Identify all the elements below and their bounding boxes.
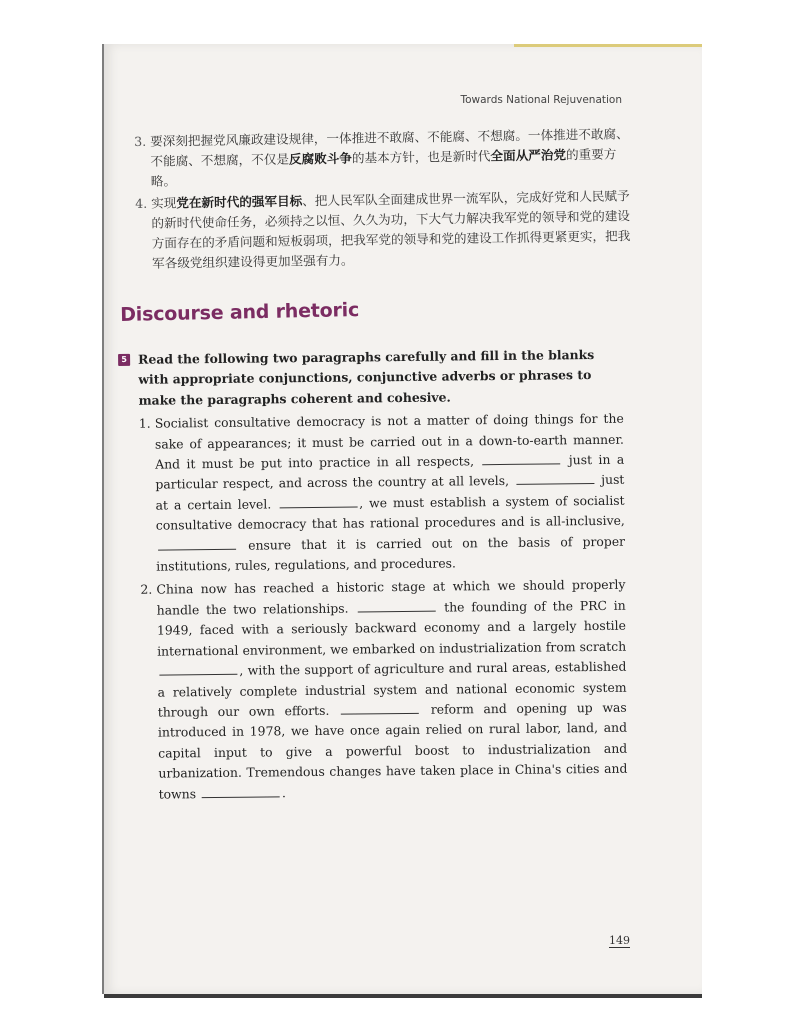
text-part: , we must establish a system of socialist consultative democracy that has rational procedures and is all-inclusive, — [155, 492, 625, 533]
fill-blank[interactable] — [516, 471, 594, 485]
fill-blank[interactable] — [341, 701, 419, 715]
page-number: 149 — [609, 934, 630, 947]
text-part: Socialist consultative democracy is not a matter of doing things for the sake of appearances; it must be carried out in a down-to-earth manner. And it must be put into practice in all respects, — [154, 410, 625, 472]
bold-term: 反腐败斗争 — [288, 150, 353, 167]
text-segment: 实现 — [151, 195, 177, 211]
top-decorative-rule — [514, 44, 702, 47]
text-part: . — [281, 784, 287, 800]
item-number: 3. — [134, 133, 147, 149]
text-part: reform and opening up was introduced in 1978, we have once again relied on rural labor, land, and capital input to give a powerful boost to industrialization and urbanization. Tremendous changes have taken place in China's cities and towns — [157, 699, 628, 802]
chinese-sentence-list — [134, 124, 636, 276]
fill-blank[interactable] — [357, 599, 435, 613]
text-segment: 、把人民军队全面建成世界一流军队，完成好党和人民赋予的新时代使命任务，必须持之以恒、久久为功，下大气力解决我军党的领导和党的建设方面存在的矛盾问题和短板弱项，把我军党的领导和党的建设工作抓得更紧更实，把我军各级党组织建设得更加坚强有力。 — [151, 188, 631, 271]
text-part: ensure that it is carried out on the basis of proper institutions, rules, regulations, and procedures. — [156, 533, 626, 574]
fill-blank[interactable] — [202, 784, 280, 798]
chinese-item-3 — [134, 124, 635, 192]
fill-blank[interactable] — [482, 451, 560, 465]
paragraph-text — [156, 575, 627, 804]
item-number: 4. — [135, 195, 148, 211]
text-segment: 的基本方针，也是新时代 — [351, 148, 491, 166]
exercise-block — [118, 345, 628, 805]
text-part: , with the support of agriculture and rural areas, established a relatively complete industrial system and national economic system through our own efforts. — [157, 658, 627, 720]
chinese-item-text — [151, 186, 636, 274]
bold-term: 党在新时代的强军目标 — [176, 193, 303, 211]
item-number: 2. — [140, 582, 153, 598]
instruction-text: Read the following two paragraphs carefully and fill in the blanks with appropriate conjunctions, conjunctive adverbs or phrases to make the paragraphs coherent and cohesive. — [138, 347, 595, 408]
fill-blank[interactable] — [158, 536, 236, 550]
paragraph-text — [155, 409, 626, 577]
text-part: the founding of the PRC in 1949, faced with a seriously backward economy and a largely hostile international environment, we embarked on industrialization from scratch — [156, 597, 627, 659]
exercise-instruction — [118, 345, 624, 412]
item-number: 1. — [138, 415, 151, 432]
fill-blank[interactable] — [279, 494, 357, 508]
text-segment: 要深刻把握党风廉政建设规律，一体推进不敢腐、不能腐、不想腐。一体推进不敢腐、不能腐、不想腐，不仅是 — [150, 126, 629, 169]
exercise-number-badge: 5 — [118, 354, 130, 366]
exercise-item-2 — [120, 575, 627, 805]
fill-blank[interactable] — [159, 662, 237, 676]
bold-term: 全面从严治党 — [490, 147, 567, 164]
page-bottom-edge — [104, 994, 702, 998]
running-head: Towards National Rejuvenation — [460, 94, 622, 106]
chinese-item-text — [150, 124, 635, 192]
text-part: just at a certain level. — [155, 472, 625, 513]
chinese-item-4 — [135, 186, 636, 274]
exercise-item-1 — [119, 409, 626, 578]
text-segment: 的重要方略。 — [150, 146, 617, 189]
book-page — [102, 44, 702, 994]
text-part: China now has reached a historic stage at which we should properly handle the two relationships. — [156, 577, 626, 618]
section-title: Discourse and rhetoric — [120, 298, 360, 326]
text-part: just in a particular respect, and across the country at all levels, — [155, 451, 625, 493]
